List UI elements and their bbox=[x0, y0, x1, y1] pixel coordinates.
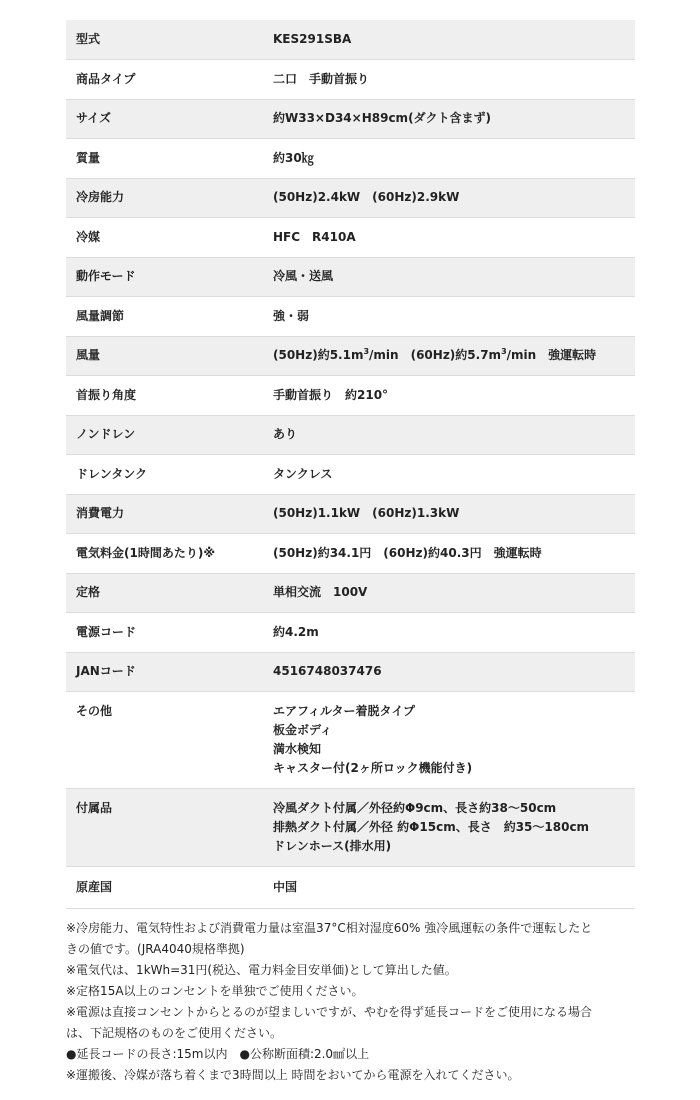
list-item: キャスター付(2ヶ所ロック機能付き) bbox=[273, 760, 473, 775]
table-row bbox=[66, 336, 635, 375]
spec-value: あり bbox=[273, 415, 635, 454]
list-item: ドレンホース(排水用) bbox=[273, 838, 392, 853]
spec-label: 首振り角度 bbox=[66, 375, 273, 415]
spec-label: 風量調節 bbox=[66, 296, 273, 336]
table-row bbox=[66, 415, 635, 454]
spec-value: 中国 bbox=[273, 866, 635, 908]
spec-value: 4516748037476 bbox=[273, 652, 635, 691]
table-row bbox=[66, 788, 635, 866]
spec-label: 風量 bbox=[66, 336, 273, 375]
table-row bbox=[66, 20, 635, 59]
spec-label: 定格 bbox=[66, 573, 273, 612]
spec-label: 原産国 bbox=[66, 866, 273, 908]
table-row bbox=[66, 178, 635, 217]
spec-label: 冷媒 bbox=[66, 217, 273, 257]
spec-label: 付属品 bbox=[66, 788, 273, 866]
footnote-line: ※運搬後、冷媒が落ち着くまで3時間以上 時間をおいてから電源を入れてください。 bbox=[66, 1068, 520, 1082]
table-row bbox=[66, 652, 635, 691]
table-row bbox=[66, 217, 635, 257]
superscript-cubed: 3 bbox=[501, 347, 507, 356]
table-row bbox=[66, 533, 635, 573]
list-item: 排熱ダクト付属／外径 約Φ15cm、長さ 約35〜180cm bbox=[273, 819, 590, 834]
spec-label: ノンドレン bbox=[66, 415, 273, 454]
spec-value: 約W33×D34×H89cm(ダクト含まず) bbox=[273, 99, 635, 138]
spec-label: 電気料金(1時間あたり)※ bbox=[66, 533, 273, 573]
airflow-text-a: (50Hz)約5.1m bbox=[273, 348, 364, 362]
footnote-line: ●延長コードの長さ:15m以内 ●公称断面積:2.0㎟以上 bbox=[66, 1047, 370, 1061]
spec-value bbox=[273, 336, 635, 375]
footnote-line: は、下記規格のものをご使用ください。 bbox=[66, 1026, 283, 1040]
airflow-text-c: /min 強運転時 bbox=[506, 348, 597, 362]
spec-label: 冷房能力 bbox=[66, 178, 273, 217]
spec-value: (50Hz)1.1kW (60Hz)1.3kW bbox=[273, 494, 635, 533]
airflow-text-b: /min (60Hz)約5.7m bbox=[369, 348, 502, 362]
footnote-line: きの値です。(JRA4040規格準拠) bbox=[66, 942, 245, 956]
spec-value: 約30㎏ bbox=[273, 138, 635, 178]
spec-table bbox=[66, 20, 635, 909]
table-row bbox=[66, 99, 635, 138]
table-row bbox=[66, 866, 635, 908]
spec-value: (50Hz)約34.1円 (60Hz)約40.3円 強運転時 bbox=[273, 533, 635, 573]
spec-label: サイズ bbox=[66, 99, 273, 138]
spec-value: 手動首振り 約210° bbox=[273, 375, 635, 415]
spec-label: 商品タイプ bbox=[66, 59, 273, 99]
spec-value: タンクレス bbox=[273, 454, 635, 494]
spec-label: 消費電力 bbox=[66, 494, 273, 533]
spec-label: JANコード bbox=[66, 652, 273, 691]
table-row bbox=[66, 691, 635, 788]
spec-value: 単相交流 100V bbox=[273, 573, 635, 612]
superscript-cubed: 3 bbox=[363, 347, 370, 356]
footnotes bbox=[66, 918, 638, 1086]
footnote-line: ※冷房能力、電気特性および消費電力量は室温37°C相対湿度60% 強冷風運転の条件で運転したと bbox=[66, 921, 593, 935]
spec-value: HFC R410A bbox=[273, 217, 635, 257]
list-item: 冷風ダクト付属／外径約Φ9cm、長さ約38〜50cm bbox=[273, 800, 557, 815]
spec-section bbox=[66, 20, 635, 909]
table-row bbox=[66, 494, 635, 533]
list-item: 満水検知 bbox=[273, 741, 322, 756]
spec-value bbox=[273, 788, 635, 866]
spec-label: ドレンタンク bbox=[66, 454, 273, 494]
spec-label: 型式 bbox=[66, 20, 273, 59]
spec-value: KES291SBA bbox=[273, 20, 635, 59]
table-row bbox=[66, 375, 635, 415]
table-row bbox=[66, 138, 635, 178]
table-row bbox=[66, 257, 635, 296]
spec-label: 動作モード bbox=[66, 257, 273, 296]
footnote-line: ※定格15A以上のコンセントを単独でご使用ください。 bbox=[66, 984, 364, 998]
table-row bbox=[66, 59, 635, 99]
table-row bbox=[66, 296, 635, 336]
spec-label: 電源コード bbox=[66, 612, 273, 652]
spec-value: 冷風・送風 bbox=[273, 257, 635, 296]
spec-label: 質量 bbox=[66, 138, 273, 178]
table-row bbox=[66, 612, 635, 652]
spec-value: 約4.2m bbox=[273, 612, 635, 652]
spec-label: その他 bbox=[66, 691, 273, 788]
spec-value bbox=[273, 691, 635, 788]
footnote-line: ※電源は直接コンセントからとるのが望ましいですが、やむを得ず延長コードをご使用になる場合 bbox=[66, 1005, 593, 1019]
footnote-line: ※電気代は、1kWh=31円(税込、電力料金目安単価)として算出した値。 bbox=[66, 963, 457, 977]
spec-value: 二口 手動首振り bbox=[273, 59, 635, 99]
spec-value: 強・弱 bbox=[273, 296, 635, 336]
spec-value: (50Hz)2.4kW (60Hz)2.9kW bbox=[273, 178, 635, 217]
table-row bbox=[66, 454, 635, 494]
list-item: 板金ボディ bbox=[273, 722, 333, 737]
table-row bbox=[66, 573, 635, 612]
list-item: エアフィルター着脱タイプ bbox=[273, 703, 415, 718]
